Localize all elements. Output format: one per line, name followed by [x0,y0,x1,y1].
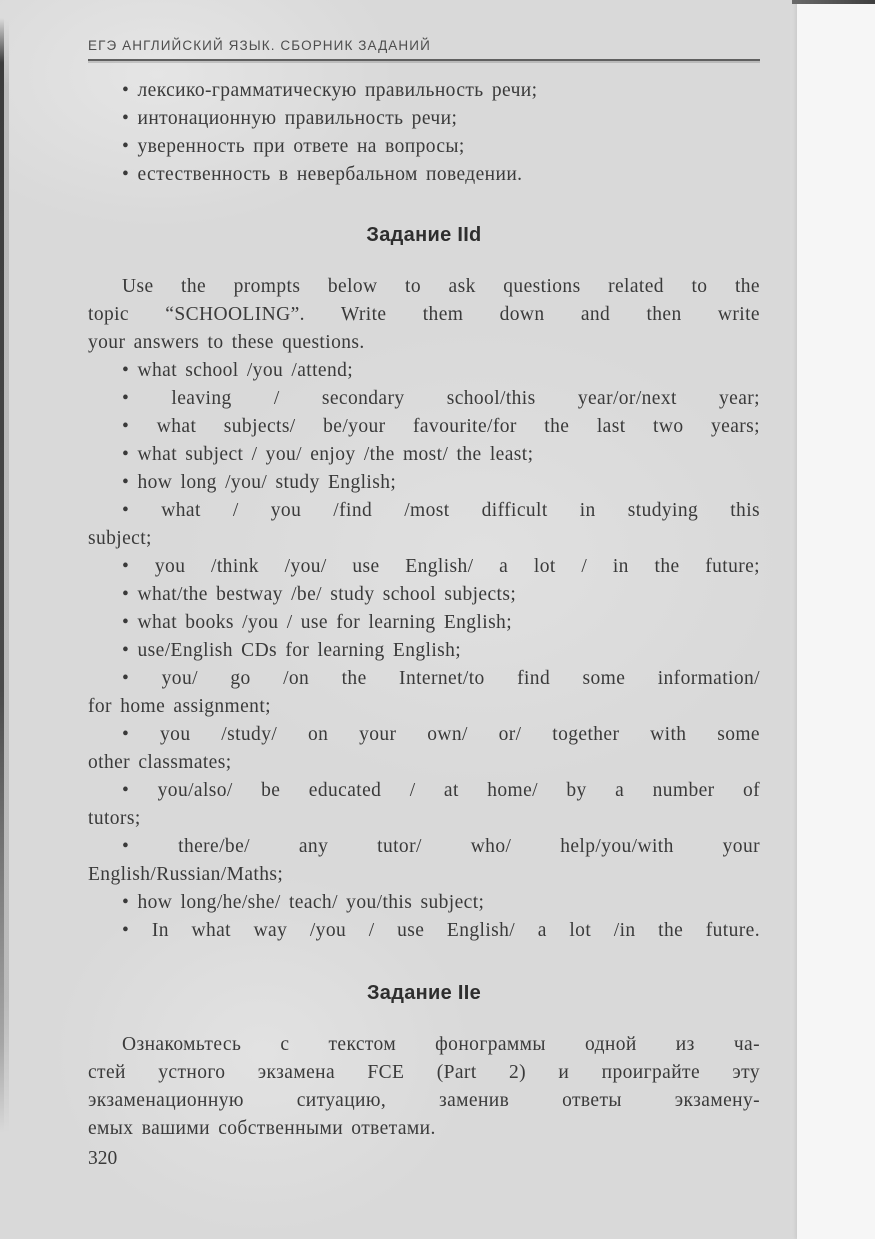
task-iie-heading: Задание IIe [366,982,482,1004]
task-iid-heading: Задание IId [366,224,482,246]
page-edge-line [792,0,875,4]
task-iie-body [88,1031,760,1143]
body-line: • you/also/ be educated / at home/ by a number of [122,780,760,801]
bullet-line: • лексико-грамматическую правильность речи; [122,80,538,101]
body-line: your answers to these questions. [88,332,365,353]
body-line: for home assignment; [88,696,271,717]
body-line: • what / you /find /most difficult in studying this [122,500,760,521]
assessment-criteria-bullet-list [88,77,760,189]
body-line: Use the prompts below to ask questions related to the [122,276,760,297]
body-line: • what subjects/ be/your favourite/for the last two years; [122,416,760,437]
book-binding-shadow-soft [4,18,9,1133]
body-line: • you /study/ on your own/ or/ together with some [122,724,760,745]
body-line: other classmates; [88,752,232,773]
body-line: экзаменационную ситуацию, заменив ответы экзамену- [88,1090,760,1111]
body-line: • what subject / you/ enjoy /the most/ the least; [122,444,534,465]
body-line: Ознакомьтесь с текстом фонограммы одной из ча- [122,1034,760,1055]
bullet-line: • интонационную правильность речи; [122,108,458,129]
body-line: емых вашими собственными ответами. [88,1118,436,1139]
body-line: • you /think /you/ use English/ a lot / in the future; [122,556,760,577]
body-line: English/Russian/Maths; [88,864,284,885]
body-line: subject; [88,528,152,549]
body-line: стей устного экзамена FCE (Part 2) и проиграйте эту [88,1062,760,1083]
body-line: • you/ go /on the Internet/to find some information/ [122,668,760,689]
scanner-background-strip [797,0,875,1239]
running-head: ЕГЭ АНГЛИЙСКИЙ ЯЗЫК. СБОРНИК ЗАДАНИЙ [88,38,760,61]
body-line: tutors; [88,808,141,829]
text-column [88,38,760,1173]
task-iid-body [88,273,760,945]
body-line: • what school /you /attend; [122,360,354,381]
body-line: • leaving / secondary school/this year/or/next year; [122,388,760,409]
bullet-line: • уверенность при ответе на вопросы; [122,136,465,157]
bullet-line: • естественность в невербальном поведении. [122,164,523,185]
body-line: • what books /you / use for learning English; [122,612,513,633]
body-line: • use/English CDs for learning English; [122,640,462,661]
body-line: topic “SCHOOLING”. Write them down and then write [88,304,760,325]
body-line: • how long /you/ study English; [122,472,397,493]
body-line: • what/the bestway /be/ study school subjects; [122,584,517,605]
body-line: • In what way /you / use English/ a lot /in the future. [122,920,760,941]
body-line: • how long/he/she/ teach/ you/this subject; [122,892,485,913]
page-number: 320 [88,1148,118,1169]
body-line: • there/be/ any tutor/ who/ help/you/with your [122,836,760,857]
